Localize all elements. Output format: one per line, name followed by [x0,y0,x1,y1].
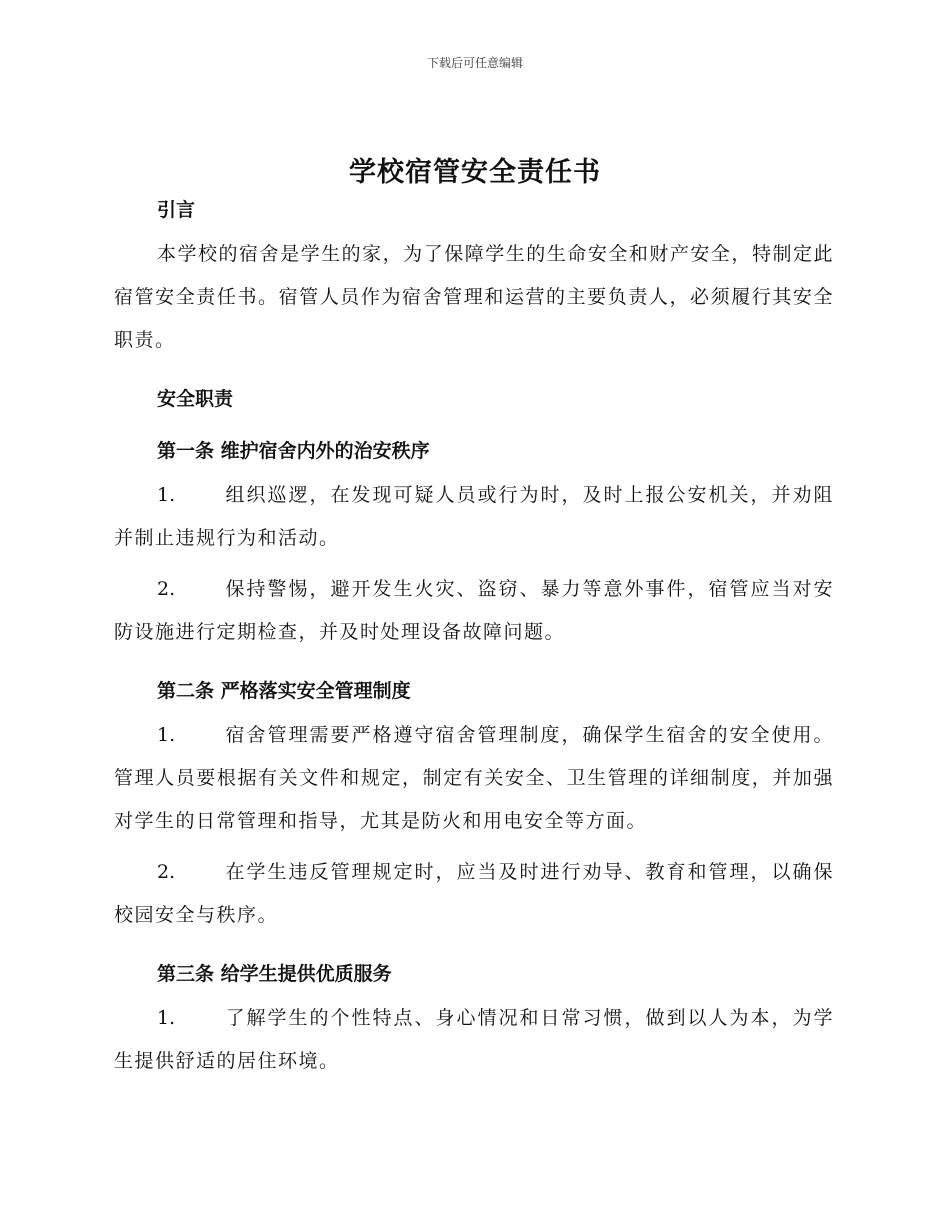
item-text: 在学生违反管理规定时，应当及时进行劝导、教育和管理，以确保校园安全与秩序。 [114,861,834,926]
article-heading-3: 第三条 给学生提供优质服务 [157,963,392,985]
list-item [114,568,834,654]
item-number: 2. [157,861,176,883]
item-number: 1. [157,484,176,506]
intro-paragraph: 本学校的宿舍是学生的家，为了保障学生的生命安全和财产安全，特制定此宿管安全责任书。宿管人员作为宿舍管理和运营的主要负责人，必须履行其安全职责。 [114,243,834,351]
article-heading-2: 第二条 严格落实安全管理制度 [157,680,411,702]
item-text: 了解学生的个性特点、身心情况和日常习惯，做到以人为本，为学生提供舒适的居住环境。 [114,1007,834,1072]
list-item [114,474,834,560]
item-text: 宿舍管理需要严格遵守宿舍管理制度，确保学生宿舍的安全使用。管理人员要根据有关文件和规定，制定有关安全、卫生管理的详细制度，并加强对学生的日常管理和指导，尤其是防火和用电安全等方面。 [114,724,834,832]
intro-heading: 引言 [157,199,196,221]
duties-heading: 安全职责 [157,388,234,410]
item-number: 2. [157,578,176,600]
article-heading-1: 第一条 维护宿舍内外的治安秩序 [157,440,430,462]
list-item [114,714,834,843]
list-item [114,851,834,937]
document-title: 学校宿管安全责任书 [349,157,601,188]
item-text: 保持警惕，避开发生火灾、盗窃、暴力等意外事件，宿管应当对安防设施进行定期检查，并及时处理设备故障问题。 [114,578,834,643]
header-note: 下载后可任意编辑 [426,56,523,70]
list-item [114,997,834,1083]
item-number: 1. [157,1007,176,1029]
item-text: 组织巡逻，在发现可疑人员或行为时，及时上报公安机关，并劝阻并制止违规行为和活动。 [114,484,834,549]
document-body [114,195,834,1083]
item-number: 1. [157,724,176,746]
